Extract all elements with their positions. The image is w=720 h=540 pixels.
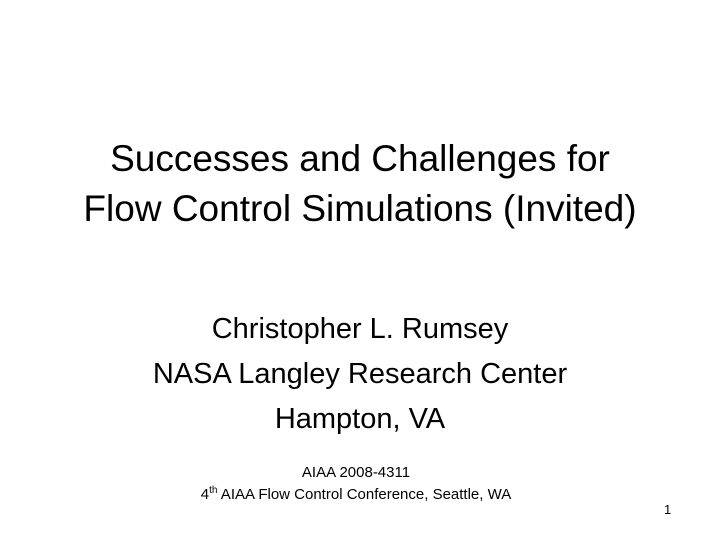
author-affiliation: NASA Langley Research Center bbox=[152, 358, 568, 390]
author-block bbox=[0, 307, 720, 442]
slide-title-line-1: Successes and Challenges for bbox=[110, 138, 610, 179]
slide-footer bbox=[0, 462, 712, 506]
author-location: Hampton, VA bbox=[274, 403, 446, 435]
slide-title bbox=[0, 134, 720, 234]
page-number: 1 bbox=[664, 502, 672, 517]
conference-title: AIAA Flow Control Conference, Seattle, WA bbox=[217, 486, 512, 503]
conference-name bbox=[0, 484, 712, 506]
slide-title-line-2: Flow Control Simulations (Invited) bbox=[83, 188, 637, 229]
paper-id: AIAA 2008-4311 bbox=[301, 464, 411, 481]
author-name: Christopher L. Rumsey bbox=[211, 313, 509, 345]
conference-ordinal-suffix: th bbox=[209, 485, 218, 496]
conference-number: 4 bbox=[200, 486, 210, 503]
